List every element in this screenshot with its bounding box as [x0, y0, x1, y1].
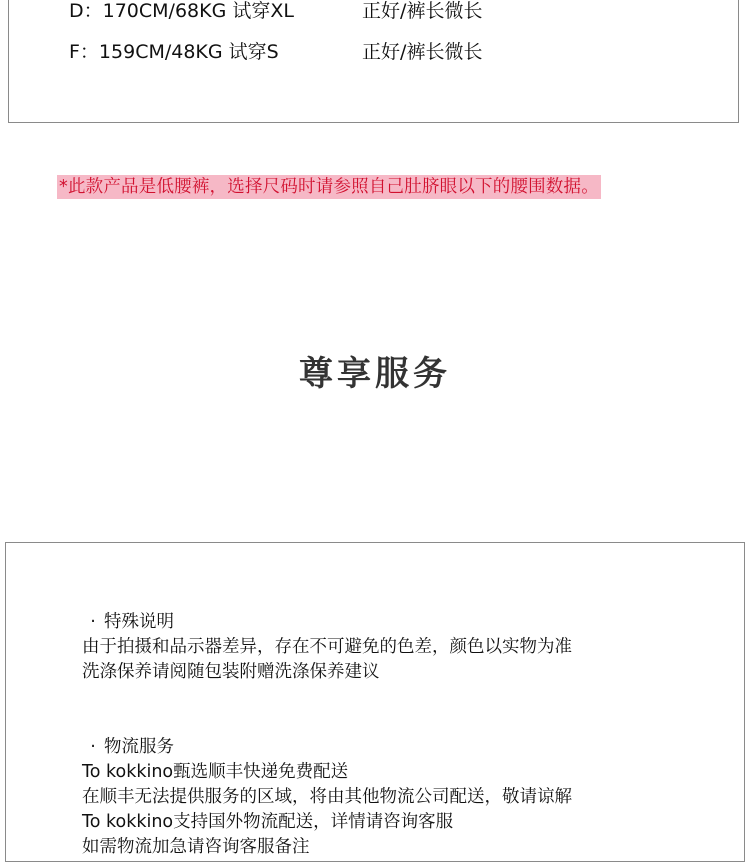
- size-table-box: [8, 0, 739, 123]
- logistics-line: 如需物流加急请咨询客服备注: [82, 837, 310, 857]
- logistics-line: To kokkino支持国外物流配送，详情请咨询客服: [82, 812, 454, 832]
- services-box: [5, 542, 745, 862]
- size-fit: 正好/裤长微长: [362, 0, 483, 22]
- special-notes-title: 特殊说明: [104, 612, 174, 632]
- size-fit: 正好/裤长微长: [362, 41, 483, 63]
- size-spec: F：159CM/48KG 试穿S: [69, 41, 279, 63]
- logistics-line: 在顺丰无法提供服务的区域，将由其他物流公司配送，敬请谅解: [82, 787, 572, 807]
- special-notes-heading: [82, 610, 572, 635]
- bullet-icon: ·: [90, 737, 96, 757]
- logistics-title: 物流服务: [104, 737, 174, 757]
- special-notes-line: 由于拍摄和品示器差异，存在不可避免的色差，颜色以实物为准: [82, 637, 572, 657]
- section-title: 尊享服务: [299, 354, 451, 394]
- special-notes-block: [82, 610, 572, 685]
- size-row-f: [69, 39, 482, 65]
- low-waist-notice: *此款产品是低腰裤，选择尺码时请参照自己肚脐眼以下的腰围数据。: [59, 177, 599, 197]
- logistics-block: [82, 735, 572, 860]
- size-row-d: [69, 0, 482, 24]
- size-spec: D：170CM/68KG 试穿XL: [69, 0, 294, 22]
- logistics-heading: [82, 735, 572, 760]
- bullet-icon: ·: [90, 612, 96, 632]
- special-notes-line: 洗涤保养请阅随包装附赠洗涤保养建议: [82, 662, 380, 682]
- logistics-line: To kokkino甄选顺丰快递免费配送: [82, 762, 349, 782]
